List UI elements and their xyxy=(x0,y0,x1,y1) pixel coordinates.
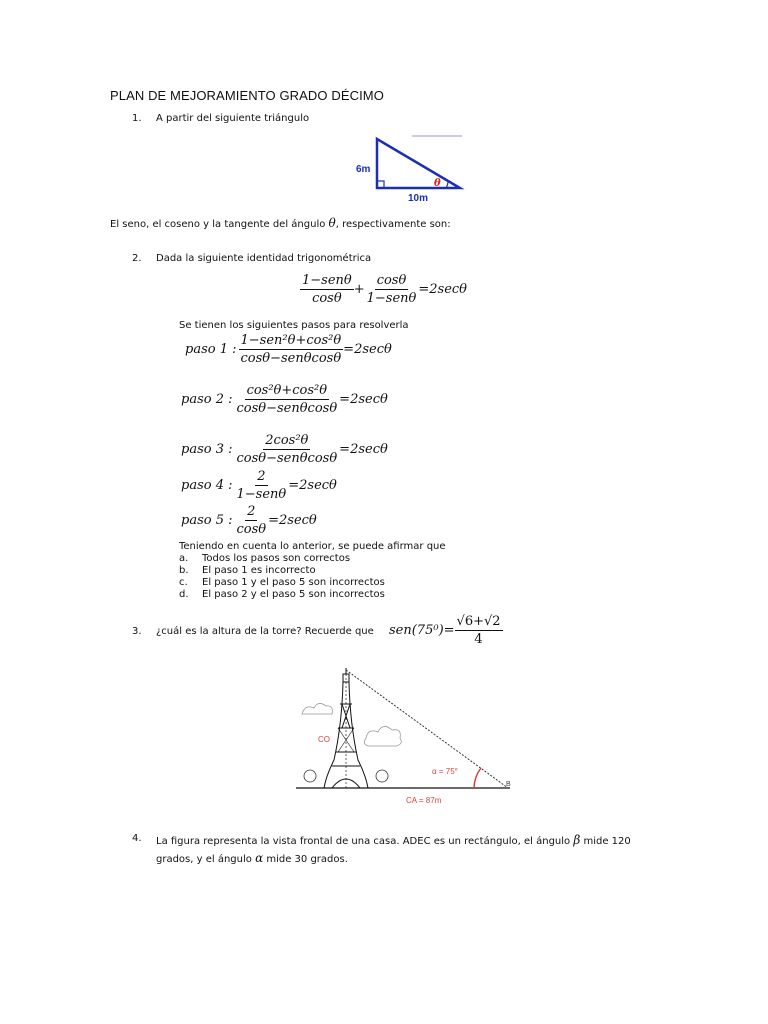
q4-line-2 xyxy=(156,851,348,865)
alpha-symbol: α xyxy=(255,851,264,865)
step-2 xyxy=(181,383,388,416)
alpha-label: α = 75° xyxy=(432,767,458,776)
step-1 xyxy=(185,333,392,366)
step-5-fraction xyxy=(235,504,269,537)
step-3-rhs: =2secθ xyxy=(339,442,388,457)
identity-plus: + xyxy=(353,282,365,297)
identity-den-2: 1−senθ xyxy=(366,291,417,306)
triangle-shape xyxy=(377,139,460,188)
q3-formula-num: √6+√2 xyxy=(456,614,501,629)
vertex-label: B xyxy=(506,781,511,788)
step-4-den: 1−senθ xyxy=(236,487,287,502)
q2-text: Dada la siguiente identidad trigonométrica xyxy=(156,253,372,264)
steps-intro: Se tienen los siguientes pasos para resolverla xyxy=(179,320,409,331)
step-2-den: cosθ−senθcosθ xyxy=(236,401,338,416)
q3-formula-lhs: sen(75⁰)= xyxy=(389,623,455,638)
q4-line-1 xyxy=(156,833,631,847)
tower-figure xyxy=(296,664,518,806)
q4-line-2-post: mide 30 grados. xyxy=(263,854,348,865)
q4-line-2-pre: grados, y el ángulo xyxy=(156,854,256,865)
identity-num-1: 1−senθ xyxy=(302,273,352,288)
q3-number: 3. xyxy=(132,626,142,637)
step-4-fraction xyxy=(235,469,289,502)
triangle-figure xyxy=(350,134,466,204)
q2-question: Teniendo en cuenta lo anterior, se puede afirmar que xyxy=(179,541,446,552)
step-1-rhs: =2secθ xyxy=(343,342,392,357)
step-4-num: 2 xyxy=(257,469,266,484)
option-c-text: El paso 1 y el paso 5 son incorrectos xyxy=(202,577,385,588)
q1-statement xyxy=(110,216,451,230)
step-3 xyxy=(181,433,388,466)
q3-text: ¿cuál es la altura de la torre? Recuerde que xyxy=(156,626,374,637)
option-d-letter: d. xyxy=(179,589,189,600)
step-5-den: cosθ xyxy=(236,522,267,537)
step-5-label: paso 5 : xyxy=(181,513,233,528)
base-label: 10m xyxy=(408,193,429,204)
step-1-label: paso 1 : xyxy=(185,342,237,357)
identity-rhs: =2secθ xyxy=(418,282,468,297)
step-1-fraction xyxy=(239,333,344,366)
step-4 xyxy=(181,469,337,502)
q3-formula xyxy=(389,614,503,647)
option-d-text: El paso 2 y el paso 5 son incorrectos xyxy=(202,589,385,600)
q1-statement-pre: El seno, el coseno y la tangente del ángulo xyxy=(110,219,329,230)
option-a-letter: a. xyxy=(179,553,189,564)
q1-statement-post: , respectivamente son: xyxy=(335,219,451,230)
step-1-den: cosθ−senθcosθ xyxy=(240,351,342,366)
q3-formula-den: 4 xyxy=(474,632,483,647)
step-5 xyxy=(181,504,317,537)
beta-symbol: β xyxy=(573,833,581,847)
option-a-text: Todos los pasos son correctos xyxy=(202,553,351,564)
angle-label: θ xyxy=(434,178,441,189)
co-label: CO xyxy=(318,735,330,744)
identity-fraction-1 xyxy=(300,273,354,306)
side-label: 6m xyxy=(356,164,371,175)
ca-label: CA = 87m xyxy=(406,796,442,805)
q1-number: 1. xyxy=(132,113,142,124)
step-3-label: paso 3 : xyxy=(181,442,233,457)
option-b-text: El paso 1 es incorrecto xyxy=(202,565,316,576)
step-3-den: cosθ−senθcosθ xyxy=(236,451,338,466)
q4-line-1-pre: La figura representa la vista frontal de una casa. ADEC es un rectángulo, el ángulo xyxy=(156,836,574,847)
page-title: PLAN DE MEJORAMIENTO GRADO DÉCIMO xyxy=(110,88,384,103)
theta-symbol: θ xyxy=(328,216,336,230)
identity-num-2: cosθ xyxy=(376,273,407,288)
identity-den-1: cosθ xyxy=(312,291,342,306)
step-1-num: 1−sen²θ+cos²θ xyxy=(240,333,342,348)
step-2-rhs: =2secθ xyxy=(339,392,388,407)
step-2-label: paso 2 : xyxy=(181,392,233,407)
identity-equation xyxy=(300,273,467,306)
step-3-num: 2cos²θ xyxy=(265,433,309,448)
step-5-num: 2 xyxy=(247,504,256,519)
step-5-rhs: =2secθ xyxy=(268,513,317,528)
option-c-letter: c. xyxy=(179,577,188,588)
option-b-letter: b. xyxy=(179,565,189,576)
q3-formula-fraction xyxy=(455,614,503,647)
q4-line-1-post: mide 120 xyxy=(580,836,631,847)
q4-number: 4. xyxy=(132,833,142,844)
step-2-num: cos²θ+cos²θ xyxy=(246,383,328,398)
q2-number: 2. xyxy=(132,253,142,264)
step-4-label: paso 4 : xyxy=(181,478,233,493)
identity-fraction-2 xyxy=(365,273,419,306)
step-2-fraction xyxy=(235,383,340,416)
step-3-fraction xyxy=(235,433,340,466)
step-4-rhs: =2secθ xyxy=(288,478,337,493)
q1-text: A partir del siguiente triángulo xyxy=(156,113,310,124)
